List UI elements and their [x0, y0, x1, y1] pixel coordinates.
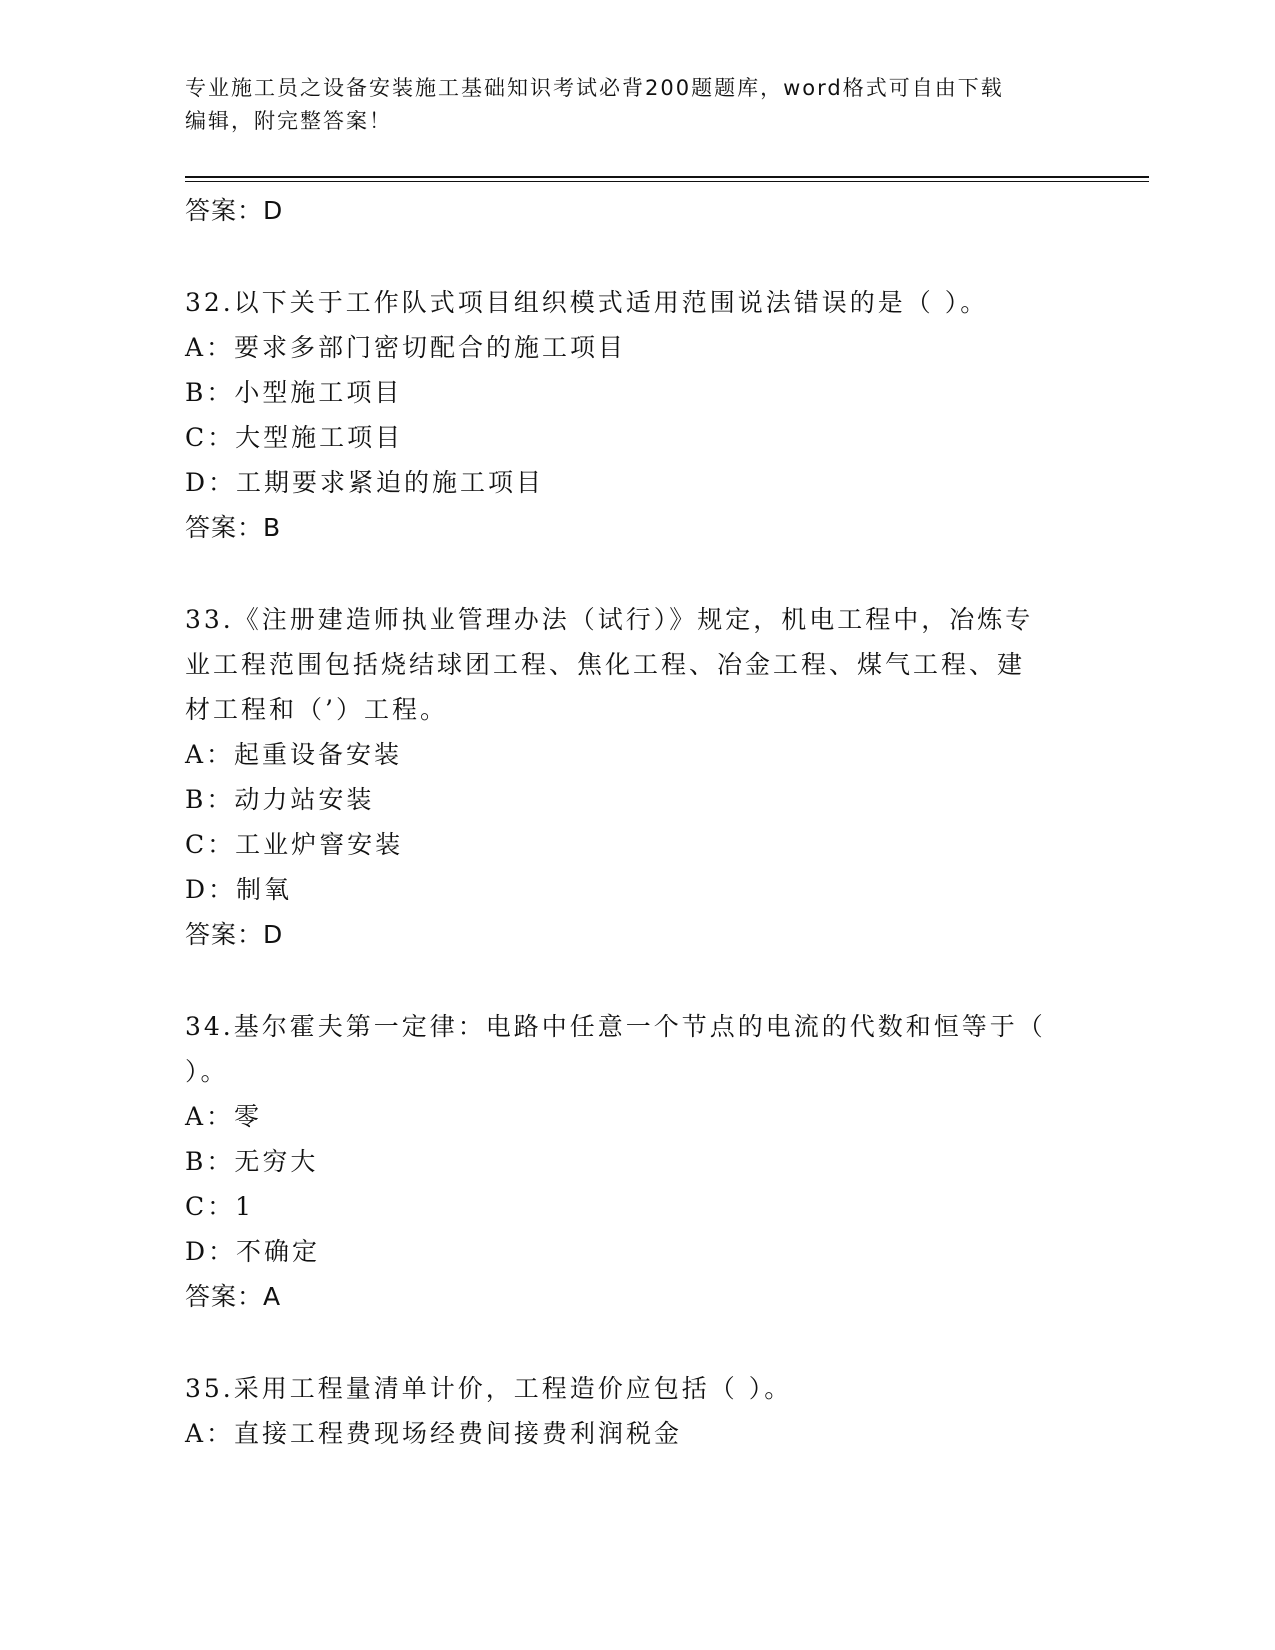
question-33 — [185, 597, 1085, 957]
header-line-2: 编辑，附完整答案！ — [185, 109, 392, 133]
option-b: B：动力站安装 — [185, 785, 375, 814]
header-rule-thick — [185, 176, 1149, 178]
answer: 答案：D — [185, 920, 284, 949]
option-c: C：1 — [185, 1192, 255, 1221]
header-line-1: 专业施工员之设备安装施工基础知识考试必背200题题库，word格式可自由下载 — [185, 76, 1004, 100]
question-stem: 35.采用工程量清单计价，工程造价应包括（ ）。 — [185, 1374, 793, 1403]
question-34 — [185, 1004, 1085, 1319]
option-a: A：要求多部门密切配合的施工项目 — [185, 333, 627, 362]
option-a: A：起重设备安装 — [185, 740, 403, 769]
option-a: A：零 — [185, 1102, 263, 1131]
question-32 — [185, 280, 1085, 550]
question-stem: 材工程和（’）工程。 — [185, 695, 448, 724]
page-header — [185, 72, 1075, 138]
question-stem: 33.《注册建造师执业管理办法（试行）》规定，机电工程中，冶炼专 — [185, 605, 1034, 634]
question-stem: 业工程范围包括烧结球团工程、焦化工程、冶金工程、煤气工程、建 — [185, 650, 1026, 679]
question-35 — [185, 1366, 1085, 1456]
option-d: D：不确定 — [185, 1237, 321, 1266]
question-stem: 34.基尔霍夫第一定律：电路中任意一个节点的电流的代数和恒等于（ — [185, 1012, 1046, 1041]
question-stem: 32.以下关于工作队式项目组织模式适用范围说法错误的是（ ）。 — [185, 288, 989, 317]
option-c: C：大型施工项目 — [185, 423, 404, 452]
question-list — [185, 188, 1085, 1456]
option-a: A：直接工程费现场经费间接费利润税金 — [185, 1419, 683, 1448]
question-stem: ）。 — [185, 1057, 229, 1086]
option-c: C：工业炉窨安装 — [185, 830, 404, 859]
option-d: D：工期要求紧迫的施工项目 — [185, 468, 545, 497]
header-rule-thin — [185, 181, 1149, 182]
option-d: D：制氧 — [185, 875, 293, 904]
answer: 答案：A — [185, 1282, 282, 1311]
option-b: B：小型施工项目 — [185, 378, 403, 407]
previous-answer: 答案：D — [185, 196, 284, 225]
option-b: B：无穷大 — [185, 1147, 319, 1176]
answer: 答案：B — [185, 513, 282, 542]
